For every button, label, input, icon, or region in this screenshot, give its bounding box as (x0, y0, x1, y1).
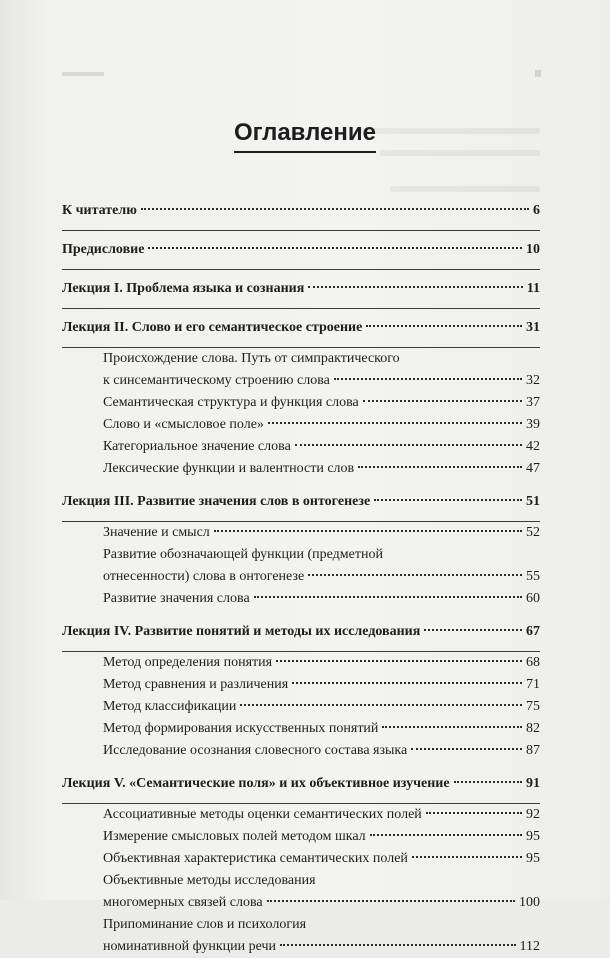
toc-entry-page-number: 82 (526, 721, 540, 736)
toc-section-entry[interactable] (62, 652, 540, 674)
toc-entry-title: Лекция I. Проблема языка и сознания (62, 281, 305, 296)
toc-entry-row (103, 588, 540, 610)
toc-entry-row (103, 826, 540, 848)
toc-section-entry[interactable] (62, 522, 540, 544)
toc-entry-page-number: 60 (526, 591, 540, 606)
toc-entry-row (103, 566, 540, 588)
toc-entry-page-number: 39 (526, 417, 540, 432)
toc-entry-page-number: 42 (526, 439, 540, 454)
dot-leader (334, 378, 522, 380)
dot-leader (308, 574, 522, 576)
toc-entry-title-line1: Припоминание слов и психология (103, 917, 307, 932)
dot-leader (454, 781, 522, 783)
toc-entry-row (103, 674, 540, 696)
dot-leader (148, 247, 522, 249)
toc-entry-title-line1: Развитие обозначающей функции (предметной (103, 547, 383, 562)
page-title-text: Оглавление (234, 118, 376, 153)
toc-section-entry[interactable] (62, 718, 540, 740)
toc-section-entry[interactable] (62, 458, 540, 480)
dot-leader (141, 208, 529, 210)
toc-entry-row (103, 740, 540, 762)
toc-entry-page-number: 10 (526, 242, 540, 257)
dot-leader (267, 900, 515, 902)
toc-entry-page-number: 6 (533, 203, 540, 218)
toc-chapter-entry[interactable] (62, 491, 540, 522)
toc-entry-row (103, 414, 540, 436)
dot-leader (374, 499, 522, 501)
toc-entry-page-number: 47 (526, 461, 540, 476)
toc-entry-title: Исследование осознания словесного состава языка (103, 743, 408, 758)
toc-section-entry[interactable] (62, 826, 540, 848)
toc-entry-page-number: 32 (526, 373, 540, 388)
toc-section-entry[interactable] (62, 914, 540, 958)
toc-entry-page-number: 55 (526, 569, 540, 584)
toc-entry-page-number: 95 (526, 851, 540, 866)
toc-entry-title: Семантическая структура и функция слова (103, 395, 359, 410)
dot-leader (254, 596, 522, 598)
toc-chapter-entry[interactable] (62, 239, 540, 270)
dot-leader (214, 530, 522, 532)
page-title (0, 118, 610, 153)
toc-entry-row (103, 392, 540, 414)
toc-entry-page-number: 92 (526, 807, 540, 822)
toc-entry-title: Слово и «смысловое поле» (103, 417, 264, 432)
toc-section-entry[interactable] (62, 848, 540, 870)
toc-entry-page-number: 68 (526, 655, 540, 670)
toc-entry-title: Лекция IV. Развитие понятий и методы их исследования (62, 624, 421, 639)
toc-entry-page-number: 112 (519, 939, 540, 954)
toc-entry-title: Значение и смысл (103, 525, 210, 540)
toc-entry-title: Измерение смысловых полей методом шкал (103, 829, 366, 844)
toc-entry-row (103, 718, 540, 740)
table-of-contents (62, 200, 540, 958)
dot-leader (424, 629, 522, 631)
toc-entry-title: Метод сравнения и различения (103, 677, 289, 692)
toc-entry-row (62, 278, 540, 300)
toc-entry-page-number: 52 (526, 525, 540, 540)
toc-section-entry[interactable] (62, 544, 540, 588)
toc-entry-title: Метод определения понятия (103, 655, 273, 670)
dot-leader (366, 325, 522, 327)
bleed-through-line (390, 186, 540, 192)
toc-entry-title: Метод формирования искусственных понятий (103, 721, 379, 736)
dot-leader (308, 286, 522, 288)
toc-entry-page-number: 11 (526, 281, 540, 296)
toc-chapter-entry[interactable] (62, 317, 540, 348)
toc-section-entry[interactable] (62, 588, 540, 610)
toc-entry-page-number: 37 (526, 395, 540, 410)
dot-leader (268, 422, 522, 424)
toc-entry-row (103, 696, 540, 718)
toc-entry-title: Объективная характеристика семантических полей (103, 851, 408, 866)
toc-entry-row (62, 239, 540, 261)
toc-entry-row (103, 458, 540, 480)
toc-entry-page-number: 87 (526, 743, 540, 758)
toc-entry-row (103, 892, 540, 914)
toc-entry-page-number: 31 (526, 320, 540, 335)
toc-entry-row (103, 370, 540, 392)
toc-entry-row (62, 773, 540, 795)
toc-entry-page-number: 67 (526, 624, 540, 639)
toc-section-entry[interactable] (62, 436, 540, 458)
dot-leader (358, 466, 522, 468)
dot-leader (363, 400, 522, 402)
toc-entry-title: Лексические функции и валентности слов (103, 461, 355, 476)
toc-entry-title-line1: Происхождение слова. Путь от симпрактического (103, 351, 400, 366)
toc-section-entry[interactable] (62, 740, 540, 762)
dot-leader (295, 444, 522, 446)
toc-entry-row (103, 436, 540, 458)
toc-entry-row (62, 317, 540, 339)
dot-leader (240, 704, 522, 706)
toc-chapter-entry[interactable] (62, 621, 540, 652)
toc-entry-page-number: 100 (519, 895, 540, 910)
bleed-through-running-head (62, 72, 104, 76)
toc-entry-page-number: 75 (526, 699, 540, 714)
divider (62, 269, 540, 270)
dot-leader (412, 856, 522, 858)
toc-entry-row (103, 522, 540, 544)
toc-entry-page-number: 95 (526, 829, 540, 844)
toc-entry-row (103, 936, 540, 958)
toc-entry-title: К читателю (62, 203, 137, 218)
divider (62, 230, 540, 231)
toc-entry-title: многомерных связей слова (103, 895, 263, 910)
dot-leader (382, 726, 522, 728)
dot-leader (411, 748, 522, 750)
toc-entry-title: Категориальное значение слова (103, 439, 291, 454)
toc-entry-page-number: 91 (526, 776, 540, 791)
toc-entry-row (62, 621, 540, 643)
toc-entry-title: Предисловие (62, 242, 145, 257)
toc-section-entry[interactable] (62, 870, 540, 914)
dot-leader (292, 682, 522, 684)
toc-section-entry[interactable] (62, 348, 540, 392)
toc-entry-row (103, 848, 540, 870)
dot-leader (280, 944, 515, 946)
toc-entry-page-number: 71 (526, 677, 540, 692)
toc-entry-title-line1: Объективные методы исследования (103, 873, 316, 888)
toc-entry-title: номинативной функции речи (103, 939, 277, 954)
dot-leader (276, 660, 522, 662)
toc-section-entry[interactable] (62, 392, 540, 414)
toc-section-entry[interactable] (62, 696, 540, 718)
toc-chapter-entry[interactable] (62, 278, 540, 309)
dot-leader (426, 812, 522, 814)
toc-entry-row (62, 200, 540, 222)
toc-section-entry[interactable] (62, 804, 540, 826)
toc-entry-title: к синсемантическому строению слова (103, 373, 330, 388)
toc-entry-row (103, 804, 540, 826)
toc-section-entry[interactable] (62, 414, 540, 436)
toc-entry-title: Лекция III. Развитие значения слов в онтогенезе (62, 494, 371, 509)
toc-entry-title: Метод классификации (103, 699, 237, 714)
toc-section-entry[interactable] (62, 674, 540, 696)
toc-entry-title: Лекция V. «Семантические поля» и их объективное изучение (62, 776, 450, 791)
dot-leader (370, 834, 522, 836)
toc-entry-row (103, 652, 540, 674)
toc-chapter-entry[interactable] (62, 773, 540, 804)
toc-entry-title: Лекция II. Слово и его семантическое строение (62, 320, 363, 335)
toc-entry-title: Развитие значения слова (103, 591, 250, 606)
divider (62, 308, 540, 309)
bleed-through-page-number (535, 70, 541, 77)
toc-entry-row (62, 491, 540, 513)
toc-entry-title: Ассоциативные методы оценки семантических полей (103, 807, 422, 822)
toc-entry-page-number: 51 (526, 494, 540, 509)
toc-entry-title: отнесенности) слова в онтогенезе (103, 569, 305, 584)
toc-chapter-entry[interactable] (62, 200, 540, 231)
